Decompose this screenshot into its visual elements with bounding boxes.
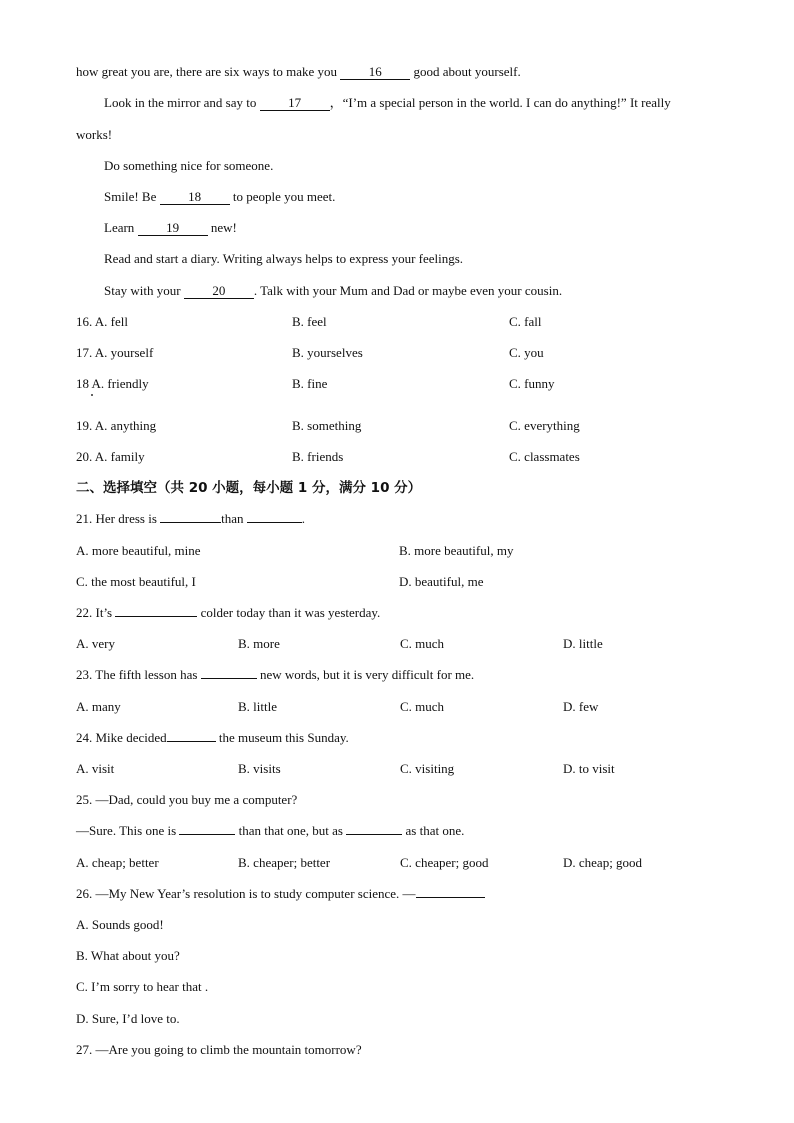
passage-line-5 [104, 189, 335, 205]
passage-text: Smile! Be [104, 189, 160, 204]
passage-line-6 [104, 220, 237, 236]
option-20-a: 20. A. family [76, 449, 145, 464]
passage-line-7: Read and start a diary. Writing always helps to express your feelings. [104, 251, 464, 266]
option-21-c: C. the most beautiful, I [76, 574, 196, 589]
option-23-d: D. few [563, 699, 599, 714]
option-26-c: C. I’m sorry to hear that . [76, 979, 209, 994]
passage-text: Look in the mirror and say to [104, 95, 260, 110]
passage-text: good about yourself. [410, 64, 521, 79]
passage-line-1 [76, 64, 521, 80]
option-23-a: A. many [76, 699, 121, 714]
answer-blank [115, 616, 197, 617]
option-16-a: 16. A. fell [76, 314, 128, 329]
answer-blank [160, 522, 221, 523]
option-19-b: B. something [292, 418, 362, 433]
answer-blank [201, 678, 257, 679]
option-25-d: D. cheap; good [563, 855, 643, 870]
question-26-stem [76, 886, 485, 902]
passage-text: Learn [104, 220, 138, 235]
option-22-d: D. little [563, 636, 603, 651]
option-24-c: C. visiting [400, 761, 455, 776]
section-heading: 二、选择填空（共 20 小题，每小题 1 分，满分 10 分） [76, 480, 422, 496]
option-20-b: B. friends [292, 449, 344, 464]
passage-line-3: works! [76, 127, 113, 142]
option-24-a: A. visit [76, 761, 115, 776]
stem-text: the museum this Sunday. [215, 730, 349, 745]
option-21-a: A. more beautiful, mine [76, 543, 201, 558]
question-25-stem: 25. —Dad, could you buy me a computer? [76, 792, 298, 807]
answer-blank [346, 834, 402, 835]
blank-17: 17 [260, 96, 330, 111]
option-26-a: A. Sounds good! [76, 917, 164, 932]
option-18-a: 18 A. friendly [76, 376, 149, 391]
passage-text: . Talk with your Mum and Dad or maybe even your cousin. [253, 283, 563, 298]
stem-text: —Sure. This one is [76, 823, 180, 838]
question-21-stem [76, 511, 305, 527]
option-26-b: B. What about you? [76, 948, 180, 963]
option-20-c: C. classmates [509, 449, 580, 464]
stem-text: 24. Mike decided [76, 730, 167, 745]
stem-text: as that one. [402, 823, 465, 838]
passage-text: to people you meet. [229, 189, 336, 204]
option-22-a: A. very [76, 636, 115, 651]
option-19-a: 19. A. anything [76, 418, 157, 433]
passage-line-2 [104, 95, 671, 111]
stem-text: than [221, 511, 247, 526]
question-27-stem: 27. —Are you going to climb the mountain tomorrow? [76, 1042, 362, 1057]
question-23-stem [76, 667, 474, 683]
stem-text: 23. The fifth lesson has [76, 667, 201, 682]
question-25-reply [76, 823, 464, 839]
option-18-b: B. fine [292, 376, 328, 391]
blank-19: 19 [138, 221, 208, 236]
option-22-b: B. more [238, 636, 280, 651]
option-23-c: C. much [400, 699, 445, 714]
option-21-d: D. beautiful, me [399, 574, 484, 589]
passage-text: how great you are, there are six ways to make you [76, 64, 341, 79]
passage-text: Stay with your [104, 283, 184, 298]
stem-text: than that one, but as [235, 823, 347, 838]
stem-text: . [301, 511, 306, 526]
stray-dot [91, 394, 93, 396]
option-22-c: C. much [400, 636, 445, 651]
stem-text: 21. Her dress is [76, 511, 161, 526]
blank-16: 16 [340, 65, 410, 80]
option-26-d: D. Sure, I’d love to. [76, 1011, 180, 1026]
stem-text: new words, but it is very difficult for me. [256, 667, 475, 682]
blank-20: 20 [184, 284, 254, 299]
option-25-c: C. cheaper; good [400, 855, 489, 870]
question-22-stem [76, 605, 380, 621]
option-16-c: C. fall [509, 314, 542, 329]
stem-text: colder today than it was yesterday. [197, 605, 381, 620]
option-19-c: C. everything [509, 418, 580, 433]
passage-text: ，“I’m a special person in the world. I can do anything!” It really [329, 95, 671, 110]
option-17-b: B. yourselves [292, 345, 363, 360]
option-21-b: B. more beautiful, my [399, 543, 514, 558]
answer-blank [179, 834, 235, 835]
passage-line-4: Do something nice for someone. [104, 158, 274, 173]
option-25-b: B. cheaper; better [238, 855, 331, 870]
blank-18: 18 [160, 190, 230, 205]
option-17-a: 17. A. yourself [76, 345, 154, 360]
passage-line-8 [104, 283, 562, 299]
stem-text: 26. —My New Year’s resolution is to study computer science. — [76, 886, 416, 901]
answer-blank [167, 741, 216, 742]
question-24-stem [76, 730, 349, 746]
option-24-b: B. visits [238, 761, 281, 776]
answer-blank [247, 522, 302, 523]
option-24-d: D. to visit [563, 761, 615, 776]
option-23-b: B. little [238, 699, 277, 714]
passage-text: new! [207, 220, 237, 235]
option-16-b: B. feel [292, 314, 327, 329]
answer-blank [416, 897, 485, 898]
option-18-c: C. funny [509, 376, 555, 391]
option-25-a: A. cheap; better [76, 855, 159, 870]
option-17-c: C. you [509, 345, 544, 360]
stem-text: 22. It’s [76, 605, 116, 620]
